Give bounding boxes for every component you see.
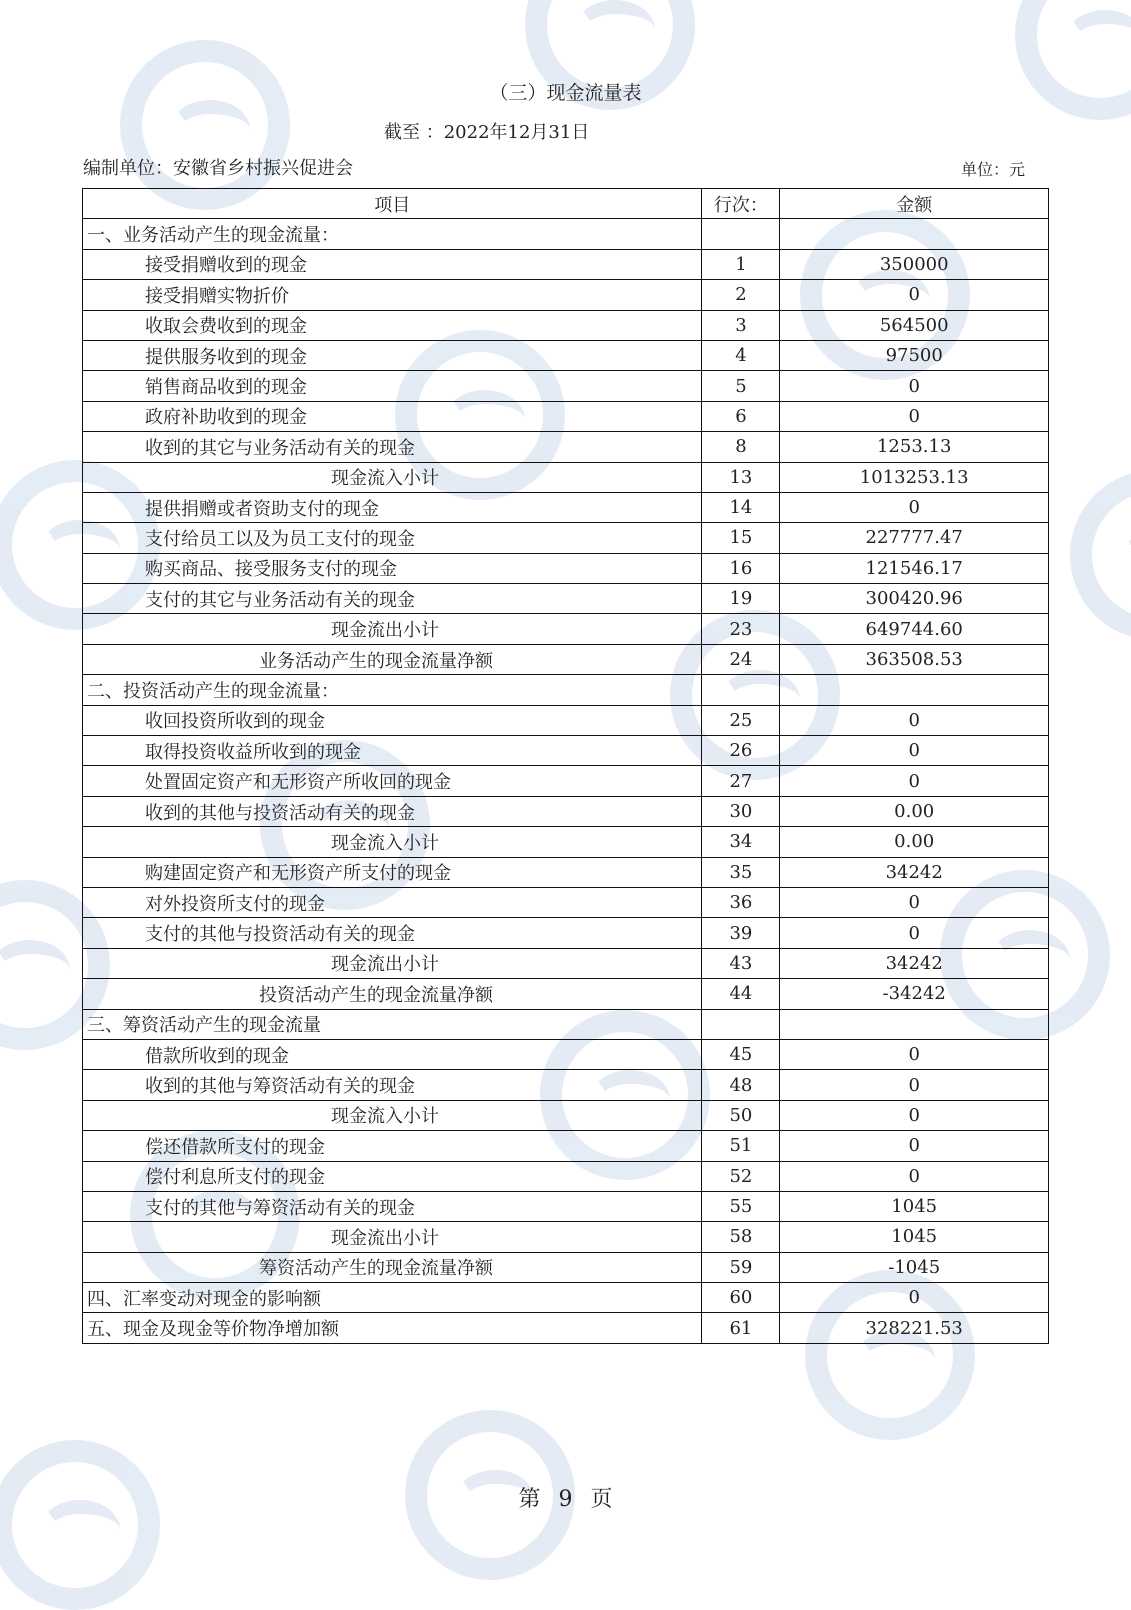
table-row <box>83 857 1049 887</box>
row-amount: 121546.17 <box>780 553 1049 583</box>
row-line: 5 <box>702 371 780 401</box>
row-item: 投资活动产生的现金流量净额 <box>83 979 702 1009</box>
table-row <box>83 219 1049 249</box>
table-row <box>83 736 1049 766</box>
row-amount: 0 <box>780 371 1049 401</box>
row-amount: 0 <box>780 492 1049 522</box>
table-row <box>83 644 1049 674</box>
row-line: 30 <box>702 796 780 826</box>
row-line: 6 <box>702 401 780 431</box>
row-amount: 0 <box>780 280 1049 310</box>
row-amount: 350000 <box>780 249 1049 279</box>
row-amount: 0 <box>780 736 1049 766</box>
row-item: 收到的其他与筹资活动有关的现金 <box>83 1070 702 1100</box>
row-amount: 0 <box>780 1161 1049 1191</box>
row-item: 现金流入小计 <box>83 462 702 492</box>
watermark-seal <box>0 1440 160 1610</box>
row-amount: 564500 <box>780 310 1049 340</box>
cash-flow-table <box>82 188 1049 1344</box>
row-line: 61 <box>702 1313 780 1343</box>
table-row <box>83 1131 1049 1161</box>
row-line: 59 <box>702 1252 780 1282</box>
row-line: 45 <box>702 1039 780 1069</box>
table-row <box>83 675 1049 705</box>
row-item: 偿还借款所支付的现金 <box>83 1131 702 1161</box>
table-row <box>83 462 1049 492</box>
table-row <box>83 280 1049 310</box>
row-amount: -1045 <box>780 1252 1049 1282</box>
row-line: 39 <box>702 918 780 948</box>
row-item: 接受捐赠收到的现金 <box>83 249 702 279</box>
row-amount: 34242 <box>780 948 1049 978</box>
row-item: 支付给员工以及为员工支付的现金 <box>83 523 702 553</box>
table-row <box>83 614 1049 644</box>
row-line: 24 <box>702 644 780 674</box>
row-line: 14 <box>702 492 780 522</box>
report-date: 截至 ：2022年12月31日 <box>384 122 590 143</box>
row-amount: 0 <box>780 1131 1049 1161</box>
table-row <box>83 401 1049 431</box>
row-amount: 0 <box>780 1283 1049 1313</box>
row-line: 16 <box>702 553 780 583</box>
row-item: 偿付利息所支付的现金 <box>83 1161 702 1191</box>
row-item: 取得投资收益所收到的现金 <box>83 736 702 766</box>
row-item: 借款所收到的现金 <box>83 1039 702 1069</box>
table-row <box>83 1100 1049 1130</box>
row-amount: 0.00 <box>780 796 1049 826</box>
row-amount: 227777.47 <box>780 523 1049 553</box>
row-item: 现金流入小计 <box>83 827 702 857</box>
row-amount: 300420.96 <box>780 584 1049 614</box>
row-line: 8 <box>702 432 780 462</box>
table-row <box>83 979 1049 1009</box>
table-row <box>83 705 1049 735</box>
row-amount: 1045 <box>780 1191 1049 1221</box>
row-line: 2 <box>702 280 780 310</box>
row-amount: 0.00 <box>780 827 1049 857</box>
table-row <box>83 887 1049 917</box>
row-amount: 34242 <box>780 857 1049 887</box>
table-row <box>83 371 1049 401</box>
row-line: 1 <box>702 249 780 279</box>
row-item: 支付的其它与业务活动有关的现金 <box>83 584 702 614</box>
table-row <box>83 432 1049 462</box>
row-amount: 649744.60 <box>780 614 1049 644</box>
row-amount: 0 <box>780 766 1049 796</box>
table-row <box>83 1161 1049 1191</box>
row-amount: 328221.53 <box>780 1313 1049 1343</box>
row-item: 政府补助收到的现金 <box>83 401 702 431</box>
table-row <box>83 584 1049 614</box>
row-line: 26 <box>702 736 780 766</box>
row-amount: 1045 <box>780 1222 1049 1252</box>
row-item: 收回投资所收到的现金 <box>83 705 702 735</box>
row-amount: 363508.53 <box>780 644 1049 674</box>
table-row <box>83 827 1049 857</box>
row-line: 34 <box>702 827 780 857</box>
row-item: 对外投资所支付的现金 <box>83 887 702 917</box>
row-amount: 97500 <box>780 340 1049 370</box>
row-line: 4 <box>702 340 780 370</box>
row-line: 50 <box>702 1100 780 1130</box>
row-line: 23 <box>702 614 780 644</box>
header-item: 项目 <box>83 189 702 219</box>
row-line: 43 <box>702 948 780 978</box>
currency-unit: 单位：元 <box>960 160 1025 179</box>
table-row <box>83 918 1049 948</box>
row-item: 购买商品、接受服务支付的现金 <box>83 553 702 583</box>
table-row <box>83 1070 1049 1100</box>
row-item: 现金流入小计 <box>83 1100 702 1130</box>
table-row <box>83 1039 1049 1069</box>
row-amount: 0 <box>780 918 1049 948</box>
row-line: 13 <box>702 462 780 492</box>
row-line: 36 <box>702 887 780 917</box>
row-line: 55 <box>702 1191 780 1221</box>
row-line: 52 <box>702 1161 780 1191</box>
row-item: 四、汇率变动对现金的影响额 <box>83 1283 702 1313</box>
row-amount: 0 <box>780 1070 1049 1100</box>
row-line <box>702 1009 780 1039</box>
header-line: 行次： <box>702 189 780 219</box>
footer-prefix: 第 <box>518 1487 541 1512</box>
row-line <box>702 675 780 705</box>
row-item: 购建固定资产和无形资产所支付的现金 <box>83 857 702 887</box>
footer-suffix: 页 <box>590 1487 613 1512</box>
row-amount: 0 <box>780 705 1049 735</box>
row-line: 51 <box>702 1131 780 1161</box>
row-amount: 0 <box>780 887 1049 917</box>
row-amount <box>780 1009 1049 1039</box>
row-item: 支付的其他与投资活动有关的现金 <box>83 918 702 948</box>
table-row <box>83 310 1049 340</box>
table-row <box>83 1283 1049 1313</box>
row-item: 五、现金及现金等价物净增加额 <box>83 1313 702 1343</box>
row-line: 27 <box>702 766 780 796</box>
page-footer <box>0 1482 1131 1513</box>
row-item: 处置固定资产和无形资产所收回的现金 <box>83 766 702 796</box>
table-row <box>83 523 1049 553</box>
page-number: 9 <box>558 1487 573 1512</box>
row-line: 15 <box>702 523 780 553</box>
row-line: 44 <box>702 979 780 1009</box>
row-item: 提供捐赠或者资助支付的现金 <box>83 492 702 522</box>
header-amount: 金额 <box>780 189 1049 219</box>
row-line: 35 <box>702 857 780 887</box>
table-row <box>83 249 1049 279</box>
row-amount <box>780 219 1049 249</box>
row-line: 58 <box>702 1222 780 1252</box>
row-item: 接受捐赠实物折价 <box>83 280 702 310</box>
row-amount: 0 <box>780 1039 1049 1069</box>
row-item: 现金流出小计 <box>83 948 702 978</box>
row-item: 一、业务活动产生的现金流量： <box>83 219 702 249</box>
row-line: 48 <box>702 1070 780 1100</box>
row-item: 收到的其它与业务活动有关的现金 <box>83 432 702 462</box>
row-item: 筹资活动产生的现金流量净额 <box>83 1252 702 1282</box>
row-line: 60 <box>702 1283 780 1313</box>
table-row <box>83 340 1049 370</box>
row-line: 3 <box>702 310 780 340</box>
row-amount: 0 <box>780 401 1049 431</box>
table-header-row <box>83 189 1049 219</box>
row-item: 销售商品收到的现金 <box>83 371 702 401</box>
table-row <box>83 553 1049 583</box>
row-item: 三、筹资活动产生的现金流量 <box>83 1009 702 1039</box>
page-title: （三）现金流量表 <box>489 82 642 104</box>
row-line <box>702 219 780 249</box>
table-row <box>83 492 1049 522</box>
watermark-seal <box>1070 470 1131 640</box>
row-amount: -34242 <box>780 979 1049 1009</box>
table-row <box>83 1313 1049 1343</box>
row-item: 二、投资活动产生的现金流量： <box>83 675 702 705</box>
row-amount: 0 <box>780 1100 1049 1130</box>
row-line: 25 <box>702 705 780 735</box>
table-row <box>83 948 1049 978</box>
row-item: 收取会费收到的现金 <box>83 310 702 340</box>
table-row <box>83 766 1049 796</box>
watermark-seal <box>120 40 290 210</box>
row-amount: 1253.13 <box>780 432 1049 462</box>
row-item: 现金流出小计 <box>83 1222 702 1252</box>
organization-label: 编制单位：安徽省乡村振兴促进会 <box>83 158 353 179</box>
table-row <box>83 1222 1049 1252</box>
row-item: 现金流出小计 <box>83 614 702 644</box>
table-row <box>83 1009 1049 1039</box>
table-row <box>83 796 1049 826</box>
table-row <box>83 1252 1049 1282</box>
row-line: 19 <box>702 584 780 614</box>
table-row <box>83 1191 1049 1221</box>
row-item: 业务活动产生的现金流量净额 <box>83 644 702 674</box>
row-item: 提供服务收到的现金 <box>83 340 702 370</box>
row-amount <box>780 675 1049 705</box>
row-amount: 1013253.13 <box>780 462 1049 492</box>
row-item: 支付的其他与筹资活动有关的现金 <box>83 1191 702 1221</box>
row-item: 收到的其他与投资活动有关的现金 <box>83 796 702 826</box>
